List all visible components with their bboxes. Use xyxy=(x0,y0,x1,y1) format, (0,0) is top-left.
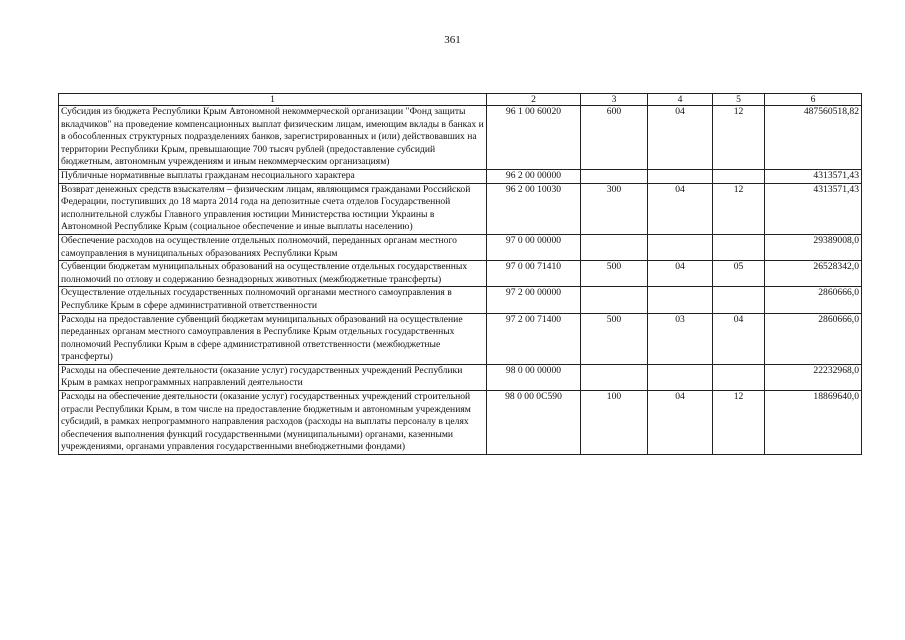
row-section: 04 xyxy=(648,391,713,455)
row-description: Обеспечение расходов на осуществление отдельных полномочий, переданных органам местного самоуправления в муниципальных образованиях Республики Крым xyxy=(59,234,487,260)
row-section xyxy=(648,234,713,260)
row-amount: 487560518,82 xyxy=(765,106,862,170)
row-description: Расходы на обеспечение деятельности (оказание услуг) государственных учреждений строительной отрасли Республики Крым, в том числе на предоставление бюджетным и автономным учреждениям субсидий, в рамках непрограммного направления расходов (расходы на выплаты персоналу в целях обеспечения выполнения функций государственными (муниципальными) органами, казенными учреждениями, органами управления государственными внебюджетными фондами) xyxy=(59,391,487,455)
row-subsection xyxy=(713,169,765,183)
page-number: 361 xyxy=(444,34,461,46)
row-target-code: 96 1 00 60020 xyxy=(487,106,581,170)
row-description: Расходы на обеспечение деятельности (оказание услуг) государственных учреждений Республики Крым в рамках непрограммных направлений деятельности xyxy=(59,364,487,390)
row-target-code: 96 2 00 10030 xyxy=(487,183,581,234)
row-amount: 2860666,0 xyxy=(765,287,862,313)
row-expense-type xyxy=(581,287,648,313)
table-row xyxy=(59,169,862,183)
row-expense-type: 500 xyxy=(581,261,648,287)
row-amount: 4313571,43 xyxy=(765,183,862,234)
row-amount: 26528342,0 xyxy=(765,261,862,287)
row-expense-type xyxy=(581,364,648,390)
row-amount: 18869640,0 xyxy=(765,391,862,455)
row-target-code: 96 2 00 00000 xyxy=(487,169,581,183)
row-subsection xyxy=(713,287,765,313)
row-subsection: 12 xyxy=(713,106,765,170)
row-subsection: 04 xyxy=(713,313,765,364)
column-header-3: 3 xyxy=(581,94,648,106)
row-target-code: 97 2 00 00000 xyxy=(487,287,581,313)
table-row xyxy=(59,364,862,390)
column-header-6: 6 xyxy=(765,94,862,106)
table-header-row xyxy=(59,94,862,106)
table-row xyxy=(59,391,862,455)
row-section xyxy=(648,169,713,183)
row-section xyxy=(648,287,713,313)
table-row xyxy=(59,261,862,287)
row-amount: 29389008,0 xyxy=(765,234,862,260)
row-amount: 22232968,0 xyxy=(765,364,862,390)
row-expense-type: 600 xyxy=(581,106,648,170)
row-section xyxy=(648,364,713,390)
row-description: Осуществление отдельных государственных полномочий органами местного самоуправления в Республике Крым в сфере административной ответственности xyxy=(59,287,487,313)
row-expense-type: 500 xyxy=(581,313,648,364)
row-target-code: 97 0 00 71410 xyxy=(487,261,581,287)
table-row xyxy=(59,234,862,260)
row-description: Публичные нормативные выплаты гражданам несоциального характера xyxy=(59,169,487,183)
table-row xyxy=(59,313,862,364)
row-subsection: 05 xyxy=(713,261,765,287)
row-expense-type: 100 xyxy=(581,391,648,455)
row-amount: 2860666,0 xyxy=(765,313,862,364)
row-expense-type xyxy=(581,169,648,183)
row-section: 04 xyxy=(648,261,713,287)
row-description: Субсидия из бюджета Республики Крым Автономной некоммерческой организации "Фонд защиты вкладчиков" на проведение компенсационных выплат физическим лицам, имеющим вклады в банках и в обособленных структурных подразделениях банков, зарегистрированных и (или) действовавших на территории Республики Крым, превышающие 700 тысяч рублей (предоставление субсидий бюджетным, автономным учреждениям и иным некоммерческим организациям) xyxy=(59,106,487,170)
row-expense-type: 300 xyxy=(581,183,648,234)
row-section: 04 xyxy=(648,106,713,170)
row-target-code: 97 0 00 00000 xyxy=(487,234,581,260)
row-description: Субвенции бюджетам муниципальных образований на осуществление отдельных государственных полномочий по отлову и содержанию безнадзорных животных (межбюджетные трансферты) xyxy=(59,261,487,287)
column-header-2: 2 xyxy=(487,94,581,106)
row-subsection: 12 xyxy=(713,391,765,455)
row-target-code: 98 0 00 0С590 xyxy=(487,391,581,455)
row-subsection xyxy=(713,234,765,260)
column-header-4: 4 xyxy=(648,94,713,106)
budget-table xyxy=(58,93,862,455)
column-header-1: 1 xyxy=(59,94,487,106)
row-target-code: 98 0 00 00000 xyxy=(487,364,581,390)
row-section: 04 xyxy=(648,183,713,234)
row-section: 03 xyxy=(648,313,713,364)
row-target-code: 97 2 00 71400 xyxy=(487,313,581,364)
column-header-5: 5 xyxy=(713,94,765,106)
table-row xyxy=(59,183,862,234)
table-row xyxy=(59,287,862,313)
row-subsection xyxy=(713,364,765,390)
row-amount: 4313571,43 xyxy=(765,169,862,183)
row-description: Расходы на предоставление субвенций бюджетам муниципальных образований на осуществление переданных органам местного самоуправления в Республике Крым отдельных государственных полномочий Республики Крым в сфере административной ответственности (межбюджетные трансферты) xyxy=(59,313,487,364)
row-description: Возврат денежных средств взыскателям – физическим лицам, являющимся гражданами Российской Федерации, поступивших до 18 марта 2014 года на депозитные счета отделов Государственной исполнительной службы Главного управления юстиции Министерства юстиции Украины в Автономной Республике Крым (социальное обеспечение и иные выплаты населению) xyxy=(59,183,487,234)
row-expense-type xyxy=(581,234,648,260)
row-subsection: 12 xyxy=(713,183,765,234)
table-row xyxy=(59,106,862,170)
